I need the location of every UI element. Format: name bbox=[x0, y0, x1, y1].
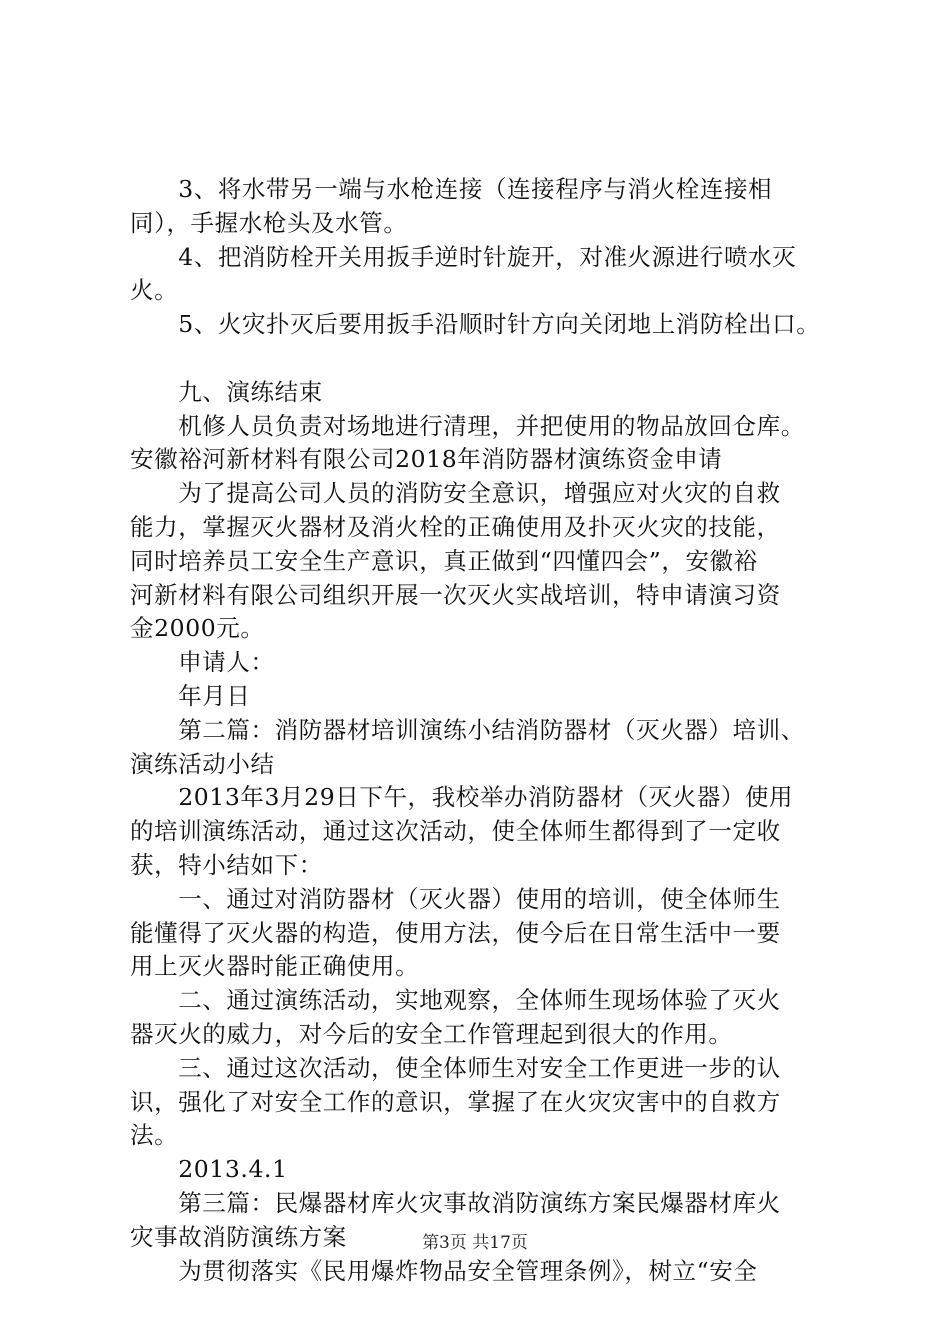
text-line: 识，强化了对安全工作的意识，掌握了在火灾灾害中的自救方 bbox=[130, 1087, 781, 1116]
text-line: 金2000元。 bbox=[130, 614, 265, 643]
text-line: 5、火灾扑灭后要用扳手沿顺时针方向关闭地上消防栓出口。 bbox=[130, 310, 821, 339]
text-line: 机修人员负责对场地进行清理，并把使用的物品放回仓库。 bbox=[130, 411, 805, 440]
text-line: 能力，掌握灭火器材及消火栓的正确使用及扑灭火灾的技能， bbox=[130, 512, 781, 541]
text-line: 的培训演练活动，通过这次活动，使全体师生都得到了一定收 bbox=[130, 817, 781, 846]
text-line: 同时培养员工安全生产意识，真正做到“四懂四会”，安徽裕 bbox=[130, 546, 758, 575]
section-heading: 灾事故消防演练方案 bbox=[130, 1222, 347, 1251]
text-line: 4、把消防栓开关用扳手逆时针旋开，对准火源进行喷水灭 bbox=[130, 242, 797, 271]
text-line: 一、通过对消防器材（灭火器）使用的培训，使全体师生 bbox=[130, 884, 781, 913]
text-line: 用上灭火器时能正确使用。 bbox=[130, 952, 420, 981]
text-line: 为了提高公司人员的消防安全意识，增强应对火灾的自救 bbox=[130, 479, 781, 508]
document-body bbox=[130, 173, 836, 1288]
text-line: 获，特小结如下： bbox=[130, 850, 323, 879]
text-line: 能懂得了灭火器的构造，使用方法，使今后在日常生活中一要 bbox=[130, 918, 781, 947]
date-label: 年月日 bbox=[130, 681, 251, 710]
text-line: 为贯彻落实《民用爆炸物品安全管理条例》，树立“安全 bbox=[130, 1256, 758, 1285]
text-line: 3、将水带另一端与水枪连接（连接程序与消火栓连接相 bbox=[130, 175, 773, 203]
section-heading: 九、演练结束 bbox=[130, 377, 323, 406]
applicant-label: 申请人： bbox=[130, 648, 275, 677]
text-line: 火。 bbox=[130, 276, 179, 305]
text-line: 河新材料有限公司组织开展一次灭火实战培训，特申请演习资 bbox=[130, 580, 781, 609]
date-line: 2013.4.1 bbox=[130, 1155, 288, 1184]
text-line: 同），手握水枪头及水管。 bbox=[130, 208, 408, 237]
text-line: 器灭火的威力，对今后的安全工作管理起到很大的作用。 bbox=[130, 1019, 733, 1048]
paragraph-gap bbox=[130, 342, 836, 376]
text-line: 三、通过这次活动，使全体师生对安全工作更进一步的认 bbox=[130, 1053, 781, 1082]
text-line: 2013年3月29日下午，我校举办消防器材（灭火器）使用 bbox=[130, 783, 794, 812]
text-line: 法。 bbox=[130, 1121, 179, 1150]
section-heading: 第三篇：民爆器材库火灾事故消防演练方案民爆器材库火 bbox=[130, 1188, 781, 1217]
document-title: 安徽裕河新材料有限公司2018年消防器材演练资金申请 bbox=[130, 445, 723, 474]
section-heading: 演练活动小结 bbox=[130, 749, 275, 778]
page-footer: 第3页 共17页 bbox=[422, 1233, 528, 1253]
text-line: 二、通过演练活动，实地观察，全体师生现场体验了灭火 bbox=[130, 986, 781, 1015]
section-heading: 第二篇：消防器材培训演练小结消防器材（灭火器）培训、 bbox=[130, 715, 805, 744]
